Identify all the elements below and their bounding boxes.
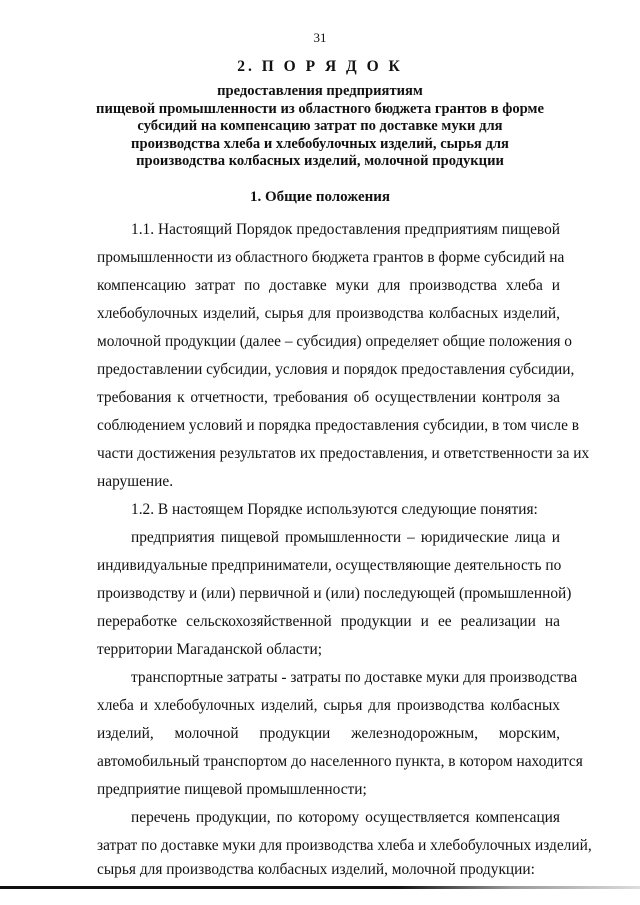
body-line: 1.1. Настоящий Порядок предоставления предприятиям пищевой (131, 221, 560, 238)
body-line: части достижения результатов их предоставления, и ответственности за их (97, 445, 590, 462)
subtitle-line: субсидий на компенсацию затрат по доставке муки для (137, 118, 503, 134)
bottom-rule (0, 886, 640, 889)
section-heading: 1. Общие положения (249, 189, 391, 205)
body-line: предприятия пищевой промышленности – юридические лица и (131, 529, 560, 546)
body-line: предприятие пищевой промышленности; (97, 781, 367, 798)
body-line: индивидуальные предприниматели, осуществляющие деятельность по (97, 557, 562, 574)
body-line: производству и (или) первичной и (или) последующей (промышленной) (97, 585, 572, 602)
body-line: предоставлении субсидии, условия и порядок предоставления субсидии, (97, 361, 575, 378)
body-line: изделий, молочной продукции железнодорожным, морским, (97, 725, 560, 742)
body-line: 1.2. В настоящем Порядке используются следующие понятия: (131, 501, 538, 518)
document-subtitle (90, 83, 550, 171)
body-line: сырья для производства колбасных изделий, молочной продукции: (97, 861, 535, 878)
body-line: автомобильный транспортом до населенного пункта, в котором находится (97, 753, 583, 770)
body-line: промышленности из областного бюджета грантов в форме субсидий на (97, 249, 565, 266)
subtitle-line: производства хлеба и хлебобулочных изделий, сырья для (131, 135, 509, 152)
body-line: требования к отчетности, требования об осуществлении контроля за (97, 389, 560, 406)
subtitle-line: производства колбасных изделий, молочной продукции (136, 153, 504, 169)
body-line: перечень продукции, по которому осуществляется компенсация (131, 809, 560, 826)
page-number: 31 (313, 30, 327, 45)
body-line: переработке сельскохозяйственной продукции и ее реализации на (97, 613, 560, 630)
body-line: хлебобулочных изделий, сырья для производства колбасных изделий, (97, 305, 560, 322)
subtitle-line: пищевой промышленности из областного бюджета грантов в форме (96, 100, 544, 117)
body-line: затрат по доставке муки для производства хлеба и хлебобулочных изделий, (97, 837, 592, 854)
subtitle-line: предоставления предприятиям (217, 83, 423, 99)
body-line: компенсацию затрат по доставке муки для производства хлеба и (97, 277, 560, 294)
body-line: нарушение. (97, 473, 174, 490)
body-line: соблюдением условий и порядка предоставления субсидии, в том числе в (97, 417, 580, 434)
body-line: молочной продукции (далее – субсидия) определяет общие положения о (97, 333, 572, 350)
body-line: территории Магаданской области; (97, 641, 323, 658)
document-title: 2. П О Р Я Д О К (237, 58, 403, 75)
body-line: транспортные затраты - затраты по доставке муки для производства (131, 669, 578, 686)
body-line: хлеба и хлебобулочных изделий, сырья для производства колбасных (97, 697, 560, 714)
